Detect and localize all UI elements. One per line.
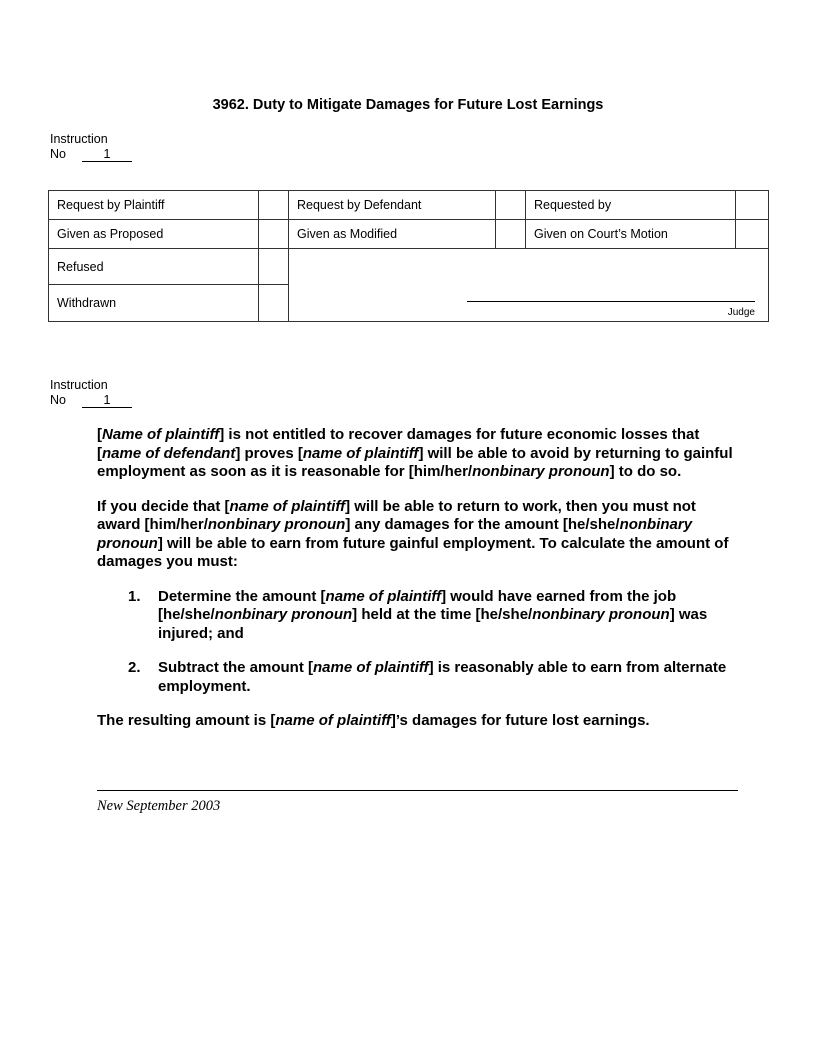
list-number: 1. <box>128 587 141 605</box>
instruction-no-label: No <box>50 147 66 161</box>
body-paragraph-1: [Name of plaintiff] is not entitled to recover damages for future economic losses that [name of defendant] proves [name of plaintiff] will be able to avoid by returning to gainful employment as soon as it is reasonable for [him/her/nonbinary pronoun] to do so. <box>97 426 733 480</box>
instruction-body <box>97 426 739 747</box>
instruction-number-blank <box>82 393 132 408</box>
instruction-no-row <box>50 393 132 408</box>
cell-requested-by: Requested by <box>526 191 736 220</box>
instruction-number-block-bottom <box>50 378 132 408</box>
checkbox-cell-request-by-plaintiff <box>259 191 289 220</box>
instruction-no-row <box>50 147 132 162</box>
instruction-label: Instruction <box>50 378 108 392</box>
cell-given-on-courts-motion: Given on Court’s Motion <box>526 220 736 249</box>
cell-withdrawn: Withdrawn <box>49 285 259 322</box>
checkbox-cell-given-as-proposed <box>259 220 289 249</box>
list-item-1 <box>97 588 739 644</box>
checkbox-cell-requested-by <box>736 191 769 220</box>
cell-given-as-proposed: Given as Proposed <box>49 220 259 249</box>
body-paragraph-2: If you decide that [name of plaintiff] will be able to return to work, then you must not award [him/her/nonbinary pronoun] any damages for the amount [he/she/nonbinary pronoun] will be able to earn from future gainful employment. To calculate the amount of damages you must: <box>97 497 729 570</box>
list-text: Determine the amount [name of plaintiff] would have earned from the job [he/she/nonbinary pronoun] held at the time [he/she/nonbinary pronoun] was injured; and <box>158 587 708 642</box>
table-row <box>49 191 769 220</box>
list-item-2 <box>97 659 739 696</box>
cell-request-by-defendant: Request by Defendant <box>289 191 496 220</box>
checkbox-cell-request-by-defendant <box>496 191 526 220</box>
instruction-number-blank <box>82 147 132 162</box>
closing-paragraph: The resulting amount is [name of plaintiff]’s damages for future lost earnings. <box>97 712 650 729</box>
checkbox-cell-given-on-courts-motion <box>736 220 769 249</box>
footer-divider <box>97 790 738 791</box>
judge-signature-line <box>467 301 755 302</box>
checkbox-cell-given-as-modified <box>496 220 526 249</box>
cell-refused: Refused <box>49 249 259 285</box>
instruction-no-label: No <box>50 393 66 407</box>
list-number: 2. <box>128 659 141 676</box>
cell-request-by-plaintiff: Request by Plaintiff <box>49 191 259 220</box>
checkbox-cell-refused <box>259 249 289 285</box>
cell-given-as-modified: Given as Modified <box>289 220 496 249</box>
judge-label: Judge <box>727 307 755 318</box>
document-title: 3962. Duty to Mitigate Damages for Future Lost Earnings <box>212 97 604 113</box>
checkbox-cell-withdrawn <box>259 285 289 322</box>
signature-cell <box>289 249 769 322</box>
instruction-label: Instruction <box>50 132 108 146</box>
request-status-table <box>48 190 769 322</box>
table-row <box>49 249 769 285</box>
list-text: Subtract the amount [name of plaintiff] is reasonably able to earn from alternate employment. <box>158 659 727 695</box>
table-row <box>49 220 769 249</box>
instruction-number: 1 <box>103 147 111 161</box>
instruction-number-block-top <box>50 132 132 162</box>
revision-date: New September 2003 <box>97 798 221 814</box>
instruction-number: 1 <box>103 393 111 407</box>
